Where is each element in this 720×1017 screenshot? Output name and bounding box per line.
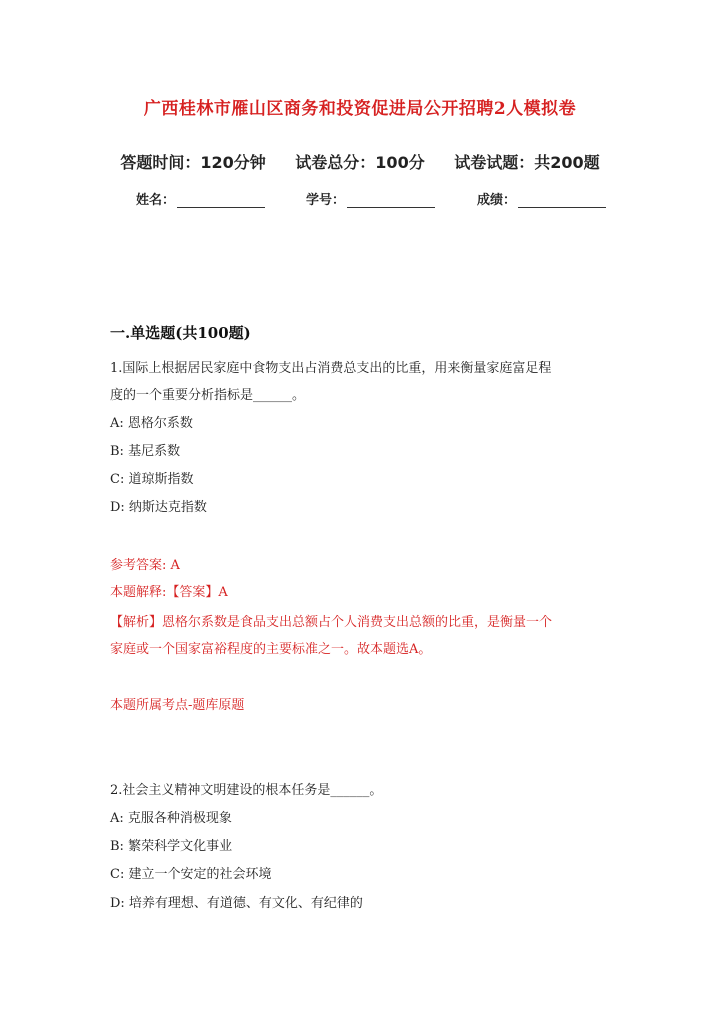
q1-analysis-line2: 家庭或一个国家富裕程度的主要标准之一。故本题选A。 — [110, 642, 432, 657]
q1-explanation: 本题解释:【答案】A — [110, 585, 228, 600]
q1-stem-line2: 度的一个重要分析指标是______。 — [110, 388, 306, 403]
q1-option-c: C: 道琼斯指数 — [110, 472, 194, 487]
name-blank[interactable] — [177, 195, 265, 208]
name-field — [136, 189, 265, 208]
student-fields — [136, 189, 616, 209]
score-blank[interactable] — [518, 195, 606, 208]
total-score: 试卷总分：100分 — [295, 153, 425, 172]
q1-option-b: B: 基尼系数 — [110, 444, 181, 459]
answer-time: 答题时间：120分钟 — [120, 153, 266, 172]
q2-option-c: C: 建立一个安定的社会环境 — [110, 867, 272, 882]
section-title: 一.单选题(共100题) — [110, 324, 251, 342]
q2-option-b: B: 繁荣科学文化事业 — [110, 839, 233, 854]
q1-analysis-line1: 【解析】恩格尔系数是食品支出总额占个人消费支出总额的比重，是衡量一个 — [110, 615, 553, 630]
exam-meta — [0, 150, 720, 173]
id-label: 学号： — [306, 193, 346, 208]
q1-answer: 参考答案: A — [110, 558, 180, 573]
score-label: 成绩： — [477, 193, 517, 208]
q1-topic: 本题所属考点-题库原题 — [110, 698, 245, 713]
id-field — [306, 189, 435, 208]
q1-option-d: D: 纳斯达克指数 — [110, 500, 207, 515]
q1-stem-line1: 1.国际上根据居民家庭中食物支出占消费总支出的比重，用来衡量家庭富足程 — [110, 361, 552, 376]
q1-option-a: A: 恩格尔系数 — [110, 416, 193, 431]
id-blank[interactable] — [347, 195, 435, 208]
q2-stem-line1: 2.社会主义精神文明建设的根本任务是______。 — [110, 783, 383, 798]
score-field — [477, 189, 606, 208]
exam-title: 广西桂林市雁山区商务和投资促进局公开招聘2人模拟卷 — [143, 99, 577, 119]
total-questions: 试卷试题：共200题 — [454, 153, 600, 172]
q2-option-d: D: 培养有理想、有道德、有文化、有纪律的 — [110, 896, 363, 911]
q2-option-a: A: 克服各种消极现象 — [110, 811, 232, 826]
name-label: 姓名： — [136, 193, 176, 208]
